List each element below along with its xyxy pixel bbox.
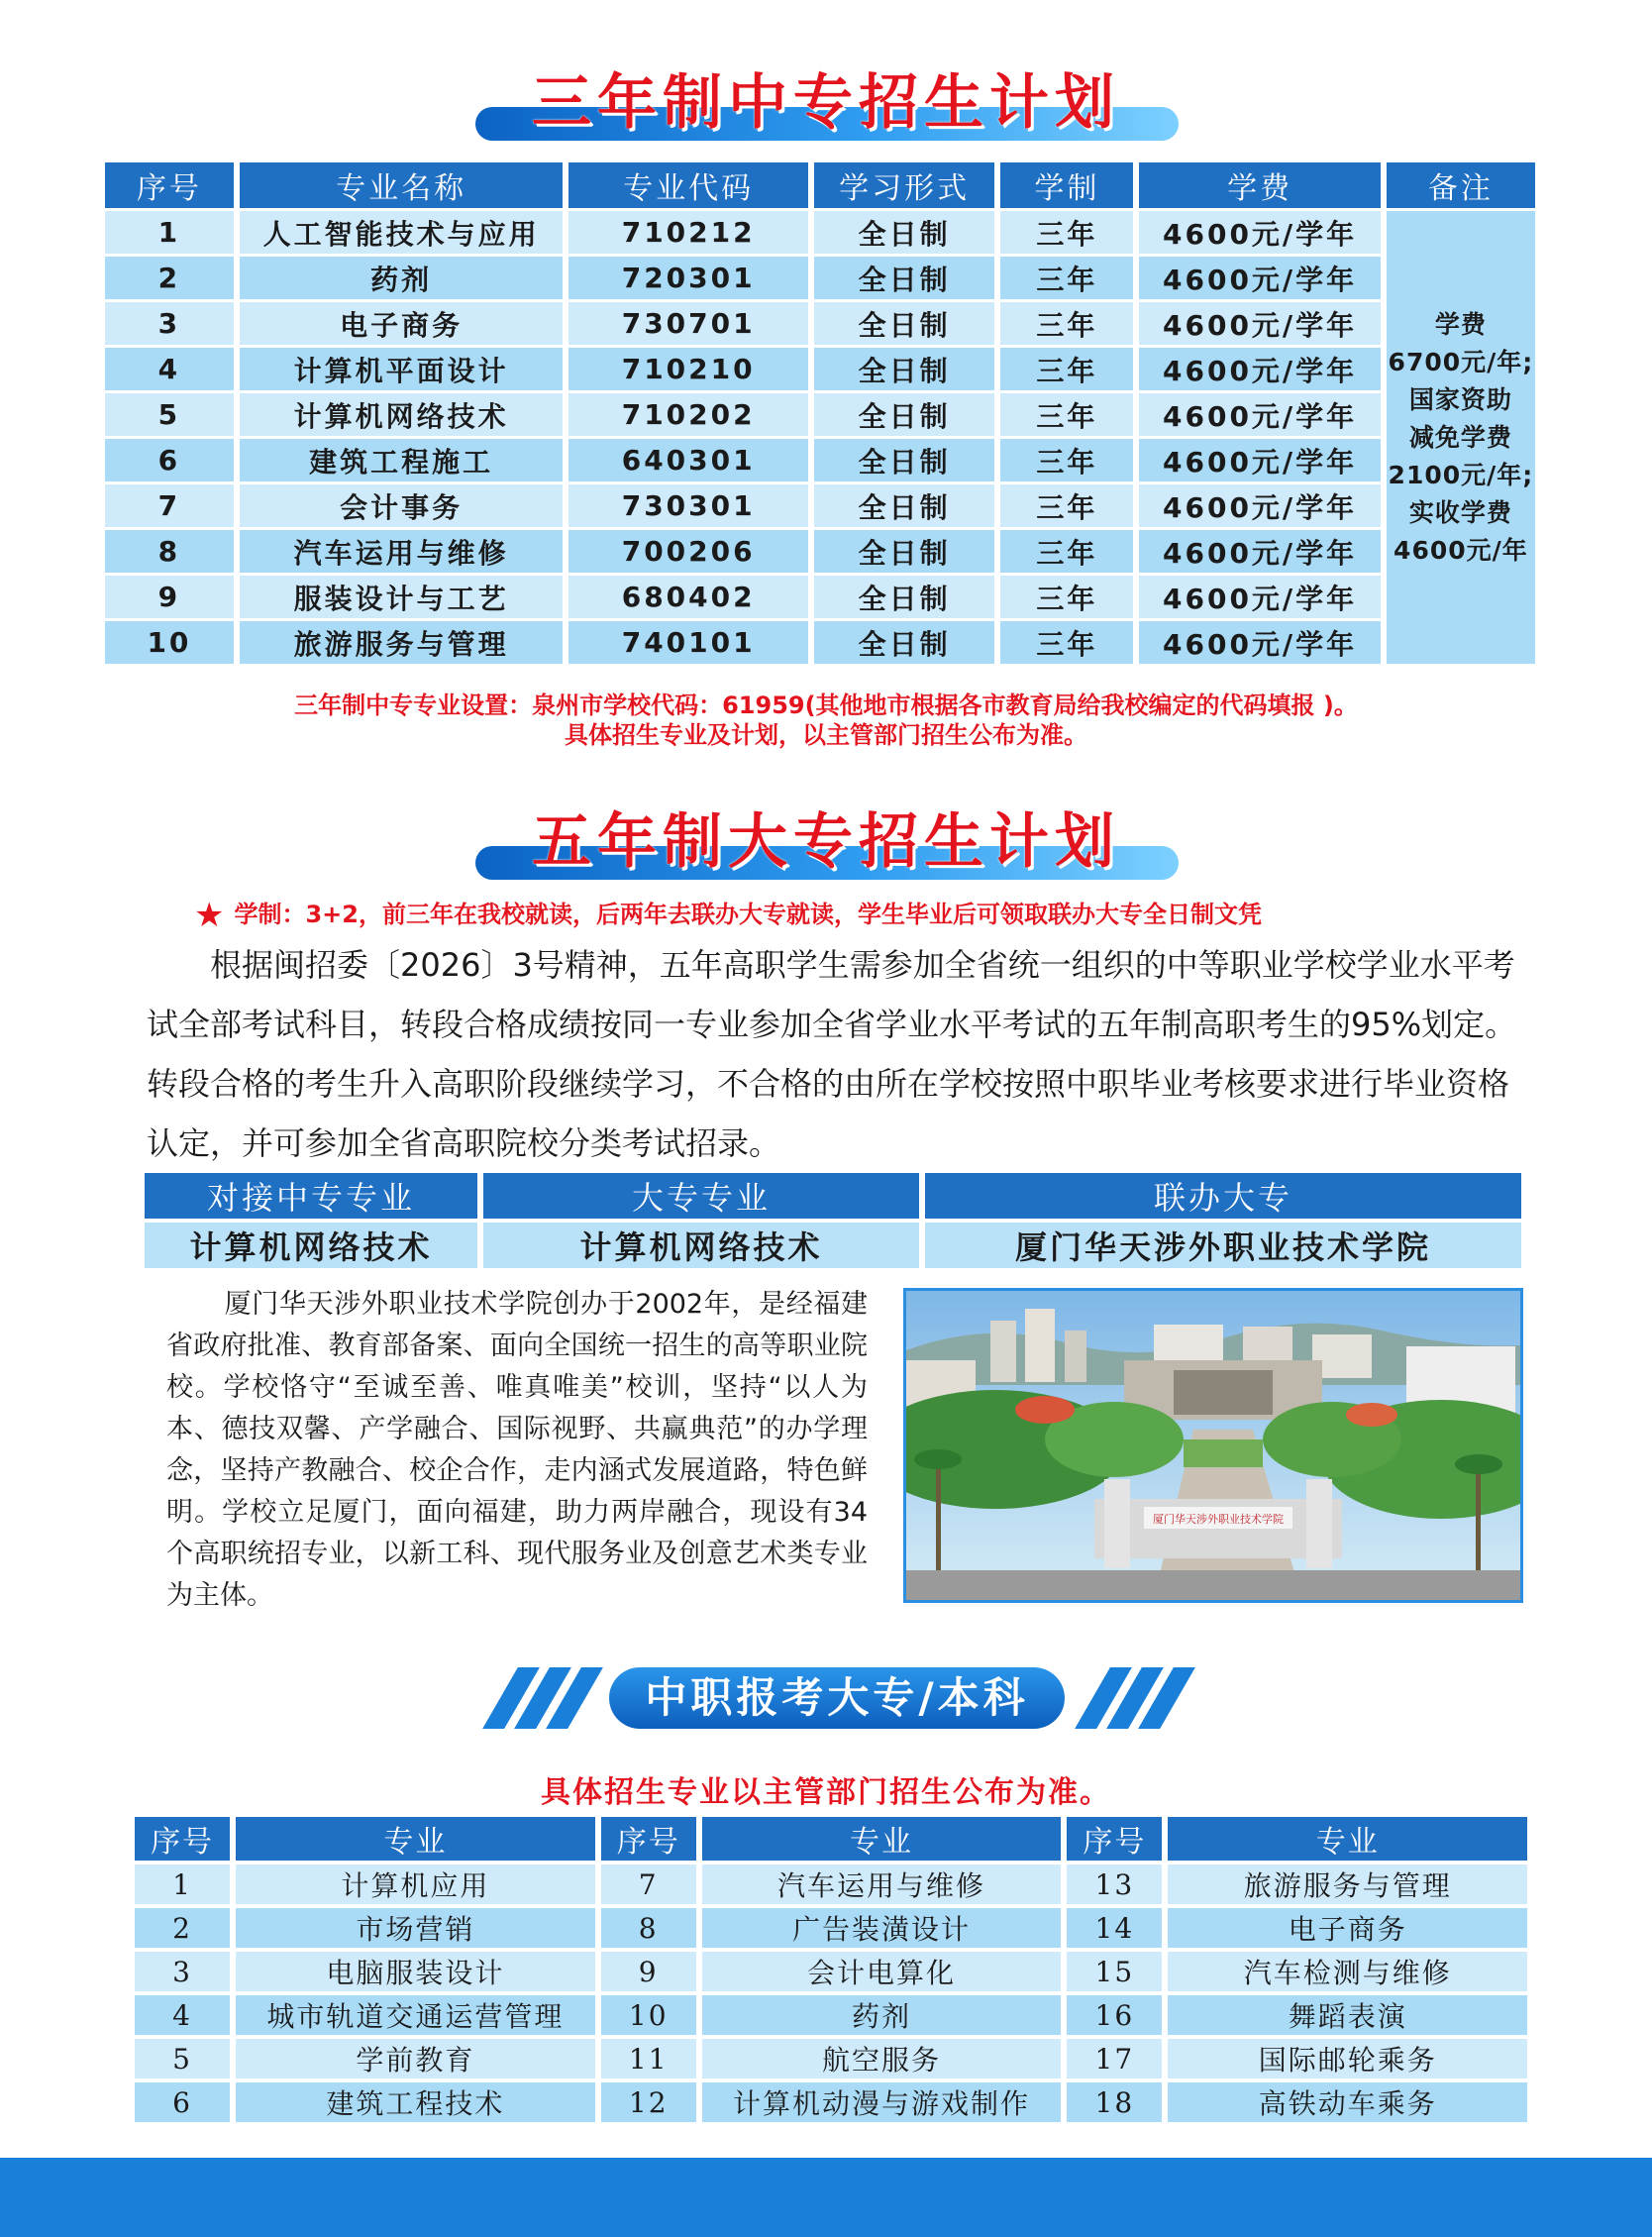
cell-major-code: 730701 bbox=[568, 302, 807, 345]
cell-duration: 三年 bbox=[1000, 393, 1133, 436]
cell-major: 电脑服装设计 bbox=[236, 1952, 595, 1991]
cell-major: 广告装潢设计 bbox=[702, 1908, 1062, 1948]
footer-bar bbox=[0, 2158, 1652, 2237]
table-row bbox=[135, 1864, 1527, 1904]
cell-study-mode: 全日制 bbox=[814, 257, 995, 299]
gate-sign-text: 厦门华天涉外职业技术学院 bbox=[1153, 1513, 1284, 1526]
cell-index: 10 bbox=[601, 1995, 696, 2035]
cell-index: 5 bbox=[105, 393, 234, 436]
cell-tuition: 4600元/学年 bbox=[1139, 302, 1380, 345]
cell-duration: 三年 bbox=[1000, 576, 1133, 618]
cell-duration: 三年 bbox=[1000, 621, 1133, 664]
college-intro-text: 厦门华天涉外职业技术学院创办于2002年，是经福建省政府批准、教育部备案、面向全国统一招生的高等职业院校。学校恪守“至诚至善、唯真唯美”校训，坚持“以人为本、德技双馨、产学融合、国际视野、共赢典范”的办学理念，坚持产教融合、校企合作，走内涵式发展道路，特色鲜明。学校立足厦门，面向福建，助力两岸融合，现设有34个高职统招专业，以新工科、现代服务业及创意艺术类专业为主体。 bbox=[166, 1289, 868, 1611]
header-major-code: 专业代码 bbox=[568, 162, 807, 208]
cell-study-mode: 全日制 bbox=[814, 621, 995, 664]
table-row bbox=[105, 348, 1535, 390]
red-star-icon: ★ bbox=[194, 896, 225, 935]
cell-major-code: 740101 bbox=[568, 621, 807, 664]
table-header-row bbox=[135, 1817, 1527, 1861]
header-major-name: 专业名称 bbox=[240, 162, 564, 208]
table-row bbox=[105, 484, 1535, 527]
cell-major: 药剂 bbox=[702, 1995, 1062, 2035]
cell-index: 15 bbox=[1067, 1952, 1162, 1991]
cell-study-mode: 全日制 bbox=[814, 576, 995, 618]
cell-major: 电子商务 bbox=[1168, 1908, 1527, 1948]
remark-line: 实收学费 bbox=[1408, 497, 1512, 527]
cell-tuition: 4600元/学年 bbox=[1139, 530, 1380, 573]
cell-major: 高铁动车乘务 bbox=[1168, 2082, 1527, 2122]
table-row bbox=[105, 302, 1535, 345]
cell-index: 7 bbox=[601, 1864, 696, 1904]
cell-index: 8 bbox=[601, 1908, 696, 1948]
table-row bbox=[135, 2082, 1527, 2122]
study-system-note bbox=[194, 895, 1262, 935]
three-year-plan-table bbox=[99, 160, 1541, 667]
header-index: 序号 bbox=[601, 1817, 696, 1861]
cell-index: 13 bbox=[1067, 1864, 1162, 1904]
cell-major: 汽车检测与维修 bbox=[1168, 1952, 1527, 1991]
cell-major: 汽车运用与维修 bbox=[702, 1864, 1062, 1904]
cell-major-name: 药剂 bbox=[240, 257, 564, 299]
cell-study-mode: 全日制 bbox=[814, 302, 995, 345]
section1-title-text: 三年制中专招生计划 bbox=[532, 68, 1120, 138]
table-row bbox=[105, 211, 1535, 254]
cell-major: 国际邮轮乘务 bbox=[1168, 2039, 1527, 2078]
policy-paragraph-text: 根据闽招委〔2026〕3号精神，五年高职学生需参加全省统一组织的中等职业学校学业水平考试全部考试科目，转段合格成绩按同一专业参加全省学业水平考试的五年制高职考生的95%划定。转段合格的考生升入高职阶段继续学习，不合格的由所在学校按照中职毕业考核要求进行毕业资格认定，并可参加全省高职院校分类考试招录。 bbox=[147, 946, 1517, 1162]
cell-college-major: 计算机网络技术 bbox=[483, 1223, 919, 1268]
cell-major: 航空服务 bbox=[702, 2039, 1062, 2078]
table-row bbox=[105, 621, 1535, 664]
section1-title bbox=[0, 55, 1652, 141]
cell-index: 2 bbox=[135, 1908, 230, 1948]
section2-title bbox=[0, 795, 1652, 880]
cell-index: 6 bbox=[105, 439, 234, 481]
cell-major-name: 人工智能技术与应用 bbox=[240, 211, 564, 254]
header-study-mode: 学习形式 bbox=[814, 162, 995, 208]
cell-index: 3 bbox=[105, 302, 234, 345]
cell-major: 城市轨道交通运营管理 bbox=[236, 1995, 595, 2035]
remark-line: 学费 bbox=[1434, 309, 1487, 339]
cell-index: 12 bbox=[601, 2082, 696, 2122]
cell-index: 1 bbox=[105, 211, 234, 254]
table-header-row bbox=[105, 162, 1535, 208]
cell-duration: 三年 bbox=[1000, 484, 1133, 527]
cell-index: 7 bbox=[105, 484, 234, 527]
cell-study-mode: 全日制 bbox=[814, 484, 995, 527]
cell-partner-college: 厦门华天涉外职业技术学院 bbox=[925, 1223, 1521, 1268]
section3-title-label: 中职报考大专/本科 bbox=[609, 1667, 1065, 1729]
study-system-text: 学制：3+2，前三年在我校就读，后两年去联办大专就读，学生毕业后可领取联办大专全日制文凭 bbox=[234, 901, 1262, 928]
cell-duration: 三年 bbox=[1000, 348, 1133, 390]
header-index: 序号 bbox=[105, 162, 234, 208]
cell-major: 舞蹈表演 bbox=[1168, 1995, 1527, 2035]
remark-line: 4600元/年 bbox=[1394, 535, 1528, 565]
cell-major: 计算机应用 bbox=[236, 1864, 595, 1904]
cell-major-name: 服装设计与工艺 bbox=[240, 576, 564, 618]
cell-duration: 三年 bbox=[1000, 211, 1133, 254]
header-index: 序号 bbox=[135, 1817, 230, 1861]
table-row bbox=[145, 1223, 1521, 1268]
cell-secondary-major: 计算机网络技术 bbox=[145, 1223, 477, 1268]
cell-major: 市场营销 bbox=[236, 1908, 595, 1948]
header-index: 序号 bbox=[1067, 1817, 1162, 1861]
cell-major-code: 710210 bbox=[568, 348, 807, 390]
table-header-row bbox=[145, 1173, 1521, 1219]
cell-index: 4 bbox=[135, 1995, 230, 2035]
cell-index: 11 bbox=[601, 2039, 696, 2078]
table-row bbox=[105, 576, 1535, 618]
cell-index: 1 bbox=[135, 1864, 230, 1904]
cell-index: 10 bbox=[105, 621, 234, 664]
table-row bbox=[105, 257, 1535, 299]
table-row bbox=[135, 1995, 1527, 2035]
cell-major-name: 会计事务 bbox=[240, 484, 564, 527]
header-tuition: 学费 bbox=[1139, 162, 1380, 208]
cell-index: 18 bbox=[1067, 2082, 1162, 2122]
section3-title bbox=[490, 1667, 1184, 1729]
cell-index: 9 bbox=[601, 1952, 696, 1991]
header-major: 专业 bbox=[236, 1817, 595, 1861]
table-row bbox=[105, 439, 1535, 481]
header-duration: 学制 bbox=[1000, 162, 1133, 208]
cell-major: 计算机动漫与游戏制作 bbox=[702, 2082, 1062, 2122]
header-remark: 备注 bbox=[1387, 162, 1535, 208]
cell-major: 学前教育 bbox=[236, 2039, 595, 2078]
cell-study-mode: 全日制 bbox=[814, 393, 995, 436]
cell-major-code: 700206 bbox=[568, 530, 807, 573]
cell-tuition: 4600元/学年 bbox=[1139, 576, 1380, 618]
cell-major-code: 640301 bbox=[568, 439, 807, 481]
cell-index: 5 bbox=[135, 2039, 230, 2078]
table-row bbox=[135, 2039, 1527, 2078]
cell-index: 3 bbox=[135, 1952, 230, 1991]
cell-major-code: 730301 bbox=[568, 484, 807, 527]
cell-index: 8 bbox=[105, 530, 234, 573]
cell-major-code: 710212 bbox=[568, 211, 807, 254]
cell-major-code: 710202 bbox=[568, 393, 807, 436]
cell-major-name: 计算机网络技术 bbox=[240, 393, 564, 436]
cell-major-name: 旅游服务与管理 bbox=[240, 621, 564, 664]
cell-duration: 三年 bbox=[1000, 439, 1133, 481]
cell-index: 6 bbox=[135, 2082, 230, 2122]
cell-tuition: 4600元/学年 bbox=[1139, 484, 1380, 527]
cell-duration: 三年 bbox=[1000, 257, 1133, 299]
header-secondary-major: 对接中专专业 bbox=[145, 1173, 477, 1219]
cell-tuition: 4600元/学年 bbox=[1139, 348, 1380, 390]
section3-note: 具体招生专业以主管部门招生公布为准。 bbox=[541, 1775, 1111, 1810]
policy-paragraph bbox=[147, 935, 1533, 1173]
header-major: 专业 bbox=[702, 1817, 1062, 1861]
remark-line: 6700元/年; bbox=[1388, 347, 1534, 376]
cell-study-mode: 全日制 bbox=[814, 530, 995, 573]
table-row bbox=[105, 393, 1535, 436]
cell-major-name: 计算机平面设计 bbox=[240, 348, 564, 390]
cell-duration: 三年 bbox=[1000, 302, 1133, 345]
five-year-plan-table bbox=[139, 1169, 1527, 1272]
header-major: 专业 bbox=[1168, 1817, 1527, 1861]
section2-title-text: 五年制大专招生计划 bbox=[532, 807, 1120, 877]
school-code-note: 三年制中专专业设置：泉州市学校代码：61959(其他地市根据各市教育局给我校编定的代码填报 )。 bbox=[294, 692, 1358, 719]
header-partner-college: 联办大专 bbox=[925, 1173, 1521, 1219]
cell-tuition: 4600元/学年 bbox=[1139, 393, 1380, 436]
campus-illustration bbox=[906, 1291, 1520, 1600]
cell-tuition: 4600元/学年 bbox=[1139, 257, 1380, 299]
cell-major: 旅游服务与管理 bbox=[1168, 1864, 1527, 1904]
cell-study-mode: 全日制 bbox=[814, 439, 995, 481]
cell-index: 17 bbox=[1067, 2039, 1162, 2078]
cell-index: 9 bbox=[105, 576, 234, 618]
cell-duration: 三年 bbox=[1000, 530, 1133, 573]
cell-study-mode: 全日制 bbox=[814, 348, 995, 390]
cell-index: 4 bbox=[105, 348, 234, 390]
cell-index: 2 bbox=[105, 257, 234, 299]
cell-tuition: 4600元/学年 bbox=[1139, 621, 1380, 664]
remark-cell bbox=[1387, 211, 1535, 664]
table-row bbox=[105, 530, 1535, 573]
header-college-major: 大专专业 bbox=[483, 1173, 919, 1219]
table-row bbox=[135, 1908, 1527, 1948]
remark-line: 2100元/年; bbox=[1388, 460, 1534, 489]
cell-major-name: 建筑工程施工 bbox=[240, 439, 564, 481]
cell-major-name: 汽车运用与维修 bbox=[240, 530, 564, 573]
college-intro bbox=[166, 1284, 868, 1617]
cell-major-code: 680402 bbox=[568, 576, 807, 618]
college-majors-table bbox=[129, 1813, 1533, 2126]
cell-tuition: 4600元/学年 bbox=[1139, 211, 1380, 254]
table-row bbox=[135, 1952, 1527, 1991]
cell-index: 14 bbox=[1067, 1908, 1162, 1948]
cell-index: 16 bbox=[1067, 1995, 1162, 2035]
cell-study-mode: 全日制 bbox=[814, 211, 995, 254]
campus-photo bbox=[903, 1288, 1523, 1603]
plan-note: 具体招生专业及计划，以主管部门招生公布为准。 bbox=[565, 721, 1087, 749]
cell-major: 建筑工程技术 bbox=[236, 2082, 595, 2122]
cell-tuition: 4600元/学年 bbox=[1139, 439, 1380, 481]
remark-line: 国家资助 bbox=[1408, 384, 1512, 414]
cell-major-code: 720301 bbox=[568, 257, 807, 299]
remark-line: 减免学费 bbox=[1408, 422, 1512, 452]
cell-major-name: 电子商务 bbox=[240, 302, 564, 345]
cell-major: 会计电算化 bbox=[702, 1952, 1062, 1991]
